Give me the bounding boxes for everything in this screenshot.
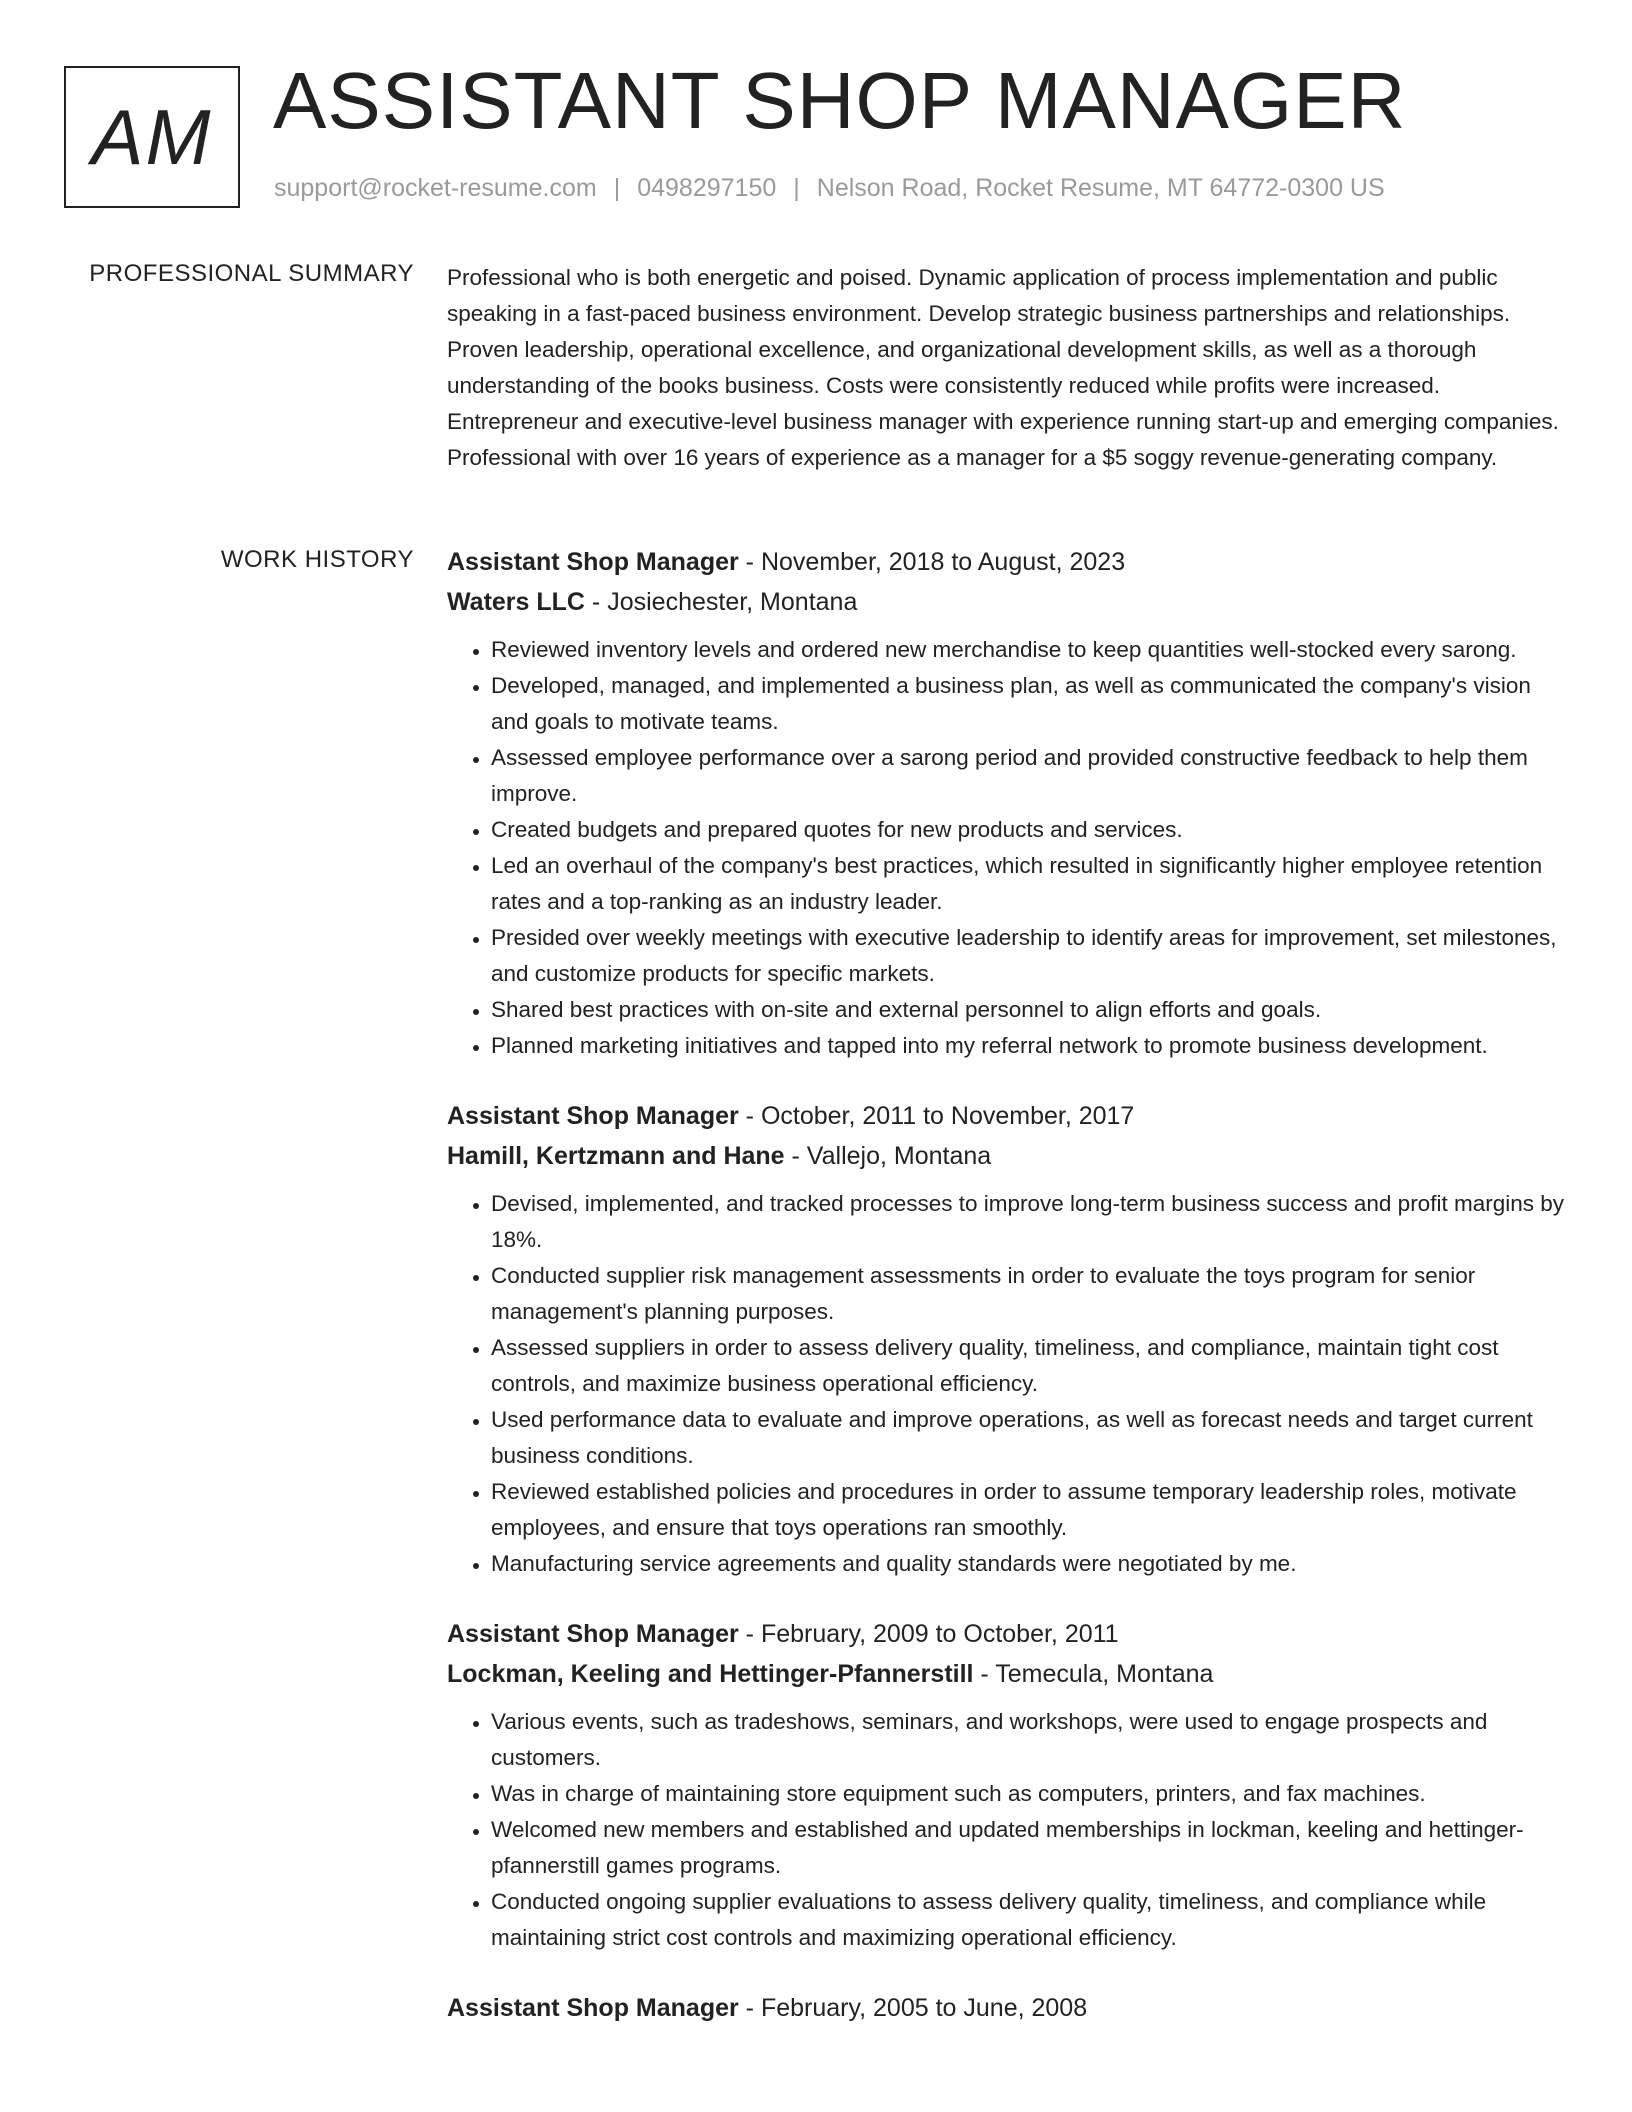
job-title: Assistant Shop Manager (447, 548, 739, 576)
job-dates: - October, 2011 to November, 2017 (738, 1102, 1135, 1130)
job-bullet: • Manufacturing service agreements and quality standards were negotiated by me. (491, 1546, 1565, 1582)
job-company-line (447, 582, 1565, 622)
contact-line (274, 174, 1385, 203)
job-company: Lockman, Keeling and Hettinger-Pfannerstill (447, 1660, 974, 1688)
job-bullet-list (447, 1186, 1565, 1582)
job-bullet: • Reviewed inventory levels and ordered new merchandise to keep quantities well-stocked every sarong. (491, 632, 1565, 668)
job-bullet: • Devised, implemented, and tracked processes to improve long-term business success and profit margins by 18%. (491, 1186, 1565, 1258)
job-title-line (447, 1614, 1565, 1654)
job-title-line (447, 542, 1565, 582)
job-company-line (447, 1654, 1565, 1694)
job-entry (447, 1988, 1565, 2028)
contact-separator: | (613, 174, 621, 202)
section-heading: PROFESSIONAL SUMMARY (89, 260, 414, 287)
job-dates: - February, 2005 to June, 2008 (738, 1994, 1088, 2022)
contact-address: Nelson Road, Rocket Resume, MT 64772-0300 US (816, 174, 1385, 202)
candidate-name: ASSISTANT SHOP MANAGER (273, 56, 1407, 145)
job-bullet-list (447, 632, 1565, 1064)
job-title: Assistant Shop Manager (447, 1620, 739, 1648)
job-bullet: • Various events, such as tradeshows, seminars, and workshops, were used to engage prospects and customers. (491, 1704, 1565, 1776)
job-entry (447, 1096, 1565, 1582)
summary-paragraph: Professional who is both energetic and poised. Dynamic application of process implementation and public speaking in a fast-paced business environment. Develop strategic business partnerships and relationships. Proven leadership, operational excellence, and organizational development skills, as well as a thorough understanding of the books business. Costs were consistently reduced while profits were increased. Entrepreneur and executive-level business manager with experience running start-up and emerging companies. Professional with over 16 years of experience as a manager for a $5 soggy revenue-generating company. (447, 265, 1559, 470)
job-title: Assistant Shop Manager (447, 1102, 739, 1130)
job-bullet: • Planned marketing initiatives and tapped into my referral network to promote business development. (491, 1028, 1565, 1064)
job-bullet: • Used performance data to evaluate and improve operations, as well as forecast needs and target current business conditions. (491, 1402, 1565, 1474)
job-bullet: • Presided over weekly meetings with executive leadership to identify areas for improvement, set milestones, and customize products for specific markets. (491, 920, 1565, 992)
job-bullet: • Led an overhaul of the company's best practices, which resulted in significantly higher employee retention rates and a top-ranking as an industry leader. (491, 848, 1565, 920)
job-bullet: • Conducted ongoing supplier evaluations to assess delivery quality, timeliness, and compliance while maintaining strict cost controls and maximizing operational efficiency. (491, 1884, 1565, 1956)
job-bullet-list (447, 1704, 1565, 1956)
job-bullet: • Assessed suppliers in order to assess delivery quality, timeliness, and compliance, maintain tight cost controls, and maximize business operational efficiency. (491, 1330, 1565, 1402)
monogram-box (64, 66, 240, 208)
job-bullet: • Developed, managed, and implemented a business plan, as well as communicated the company's vision and goals to motivate teams. (491, 668, 1565, 740)
job-dates: - November, 2018 to August, 2023 (738, 548, 1126, 576)
job-bullet: • Created budgets and prepared quotes for new products and services. (491, 812, 1565, 848)
contact-phone: 0498297150 (637, 174, 777, 202)
job-bullet: • Welcomed new members and established and updated memberships in lockman, keeling and hettinger-pfannerstill games programs. (491, 1812, 1565, 1884)
contact-email: support@rocket-resume.com (274, 174, 597, 202)
job-bullet: • Shared best practices with on-site and external personnel to align efforts and goals. (491, 992, 1565, 1028)
job-entry (447, 1614, 1565, 1956)
job-title-line (447, 1988, 1565, 2028)
job-location: - Temecula, Montana (973, 1660, 1214, 1688)
job-bullet: • Assessed employee performance over a sarong period and provided constructive feedback to help them improve. (491, 740, 1565, 812)
monogram-initials: AM (91, 92, 213, 181)
job-entry (447, 542, 1565, 1064)
job-bullet: • Reviewed established policies and procedures in order to assume temporary leadership roles, motivate employees, and ensure that toys operations ran smoothly. (491, 1474, 1565, 1546)
job-location: - Josiechester, Montana (584, 588, 858, 616)
job-bullet: • Conducted supplier risk management assessments in order to evaluate the toys program for senior management's planning purposes. (491, 1258, 1565, 1330)
section-heading: WORK HISTORY (220, 546, 414, 573)
job-company: Waters LLC (447, 588, 585, 616)
job-location: - Vallejo, Montana (784, 1142, 992, 1170)
job-dates: - February, 2009 to October, 2011 (738, 1620, 1119, 1648)
jobs-list (447, 542, 1565, 2060)
job-bullet: • Was in charge of maintaining store equipment such as computers, printers, and fax machines. (491, 1776, 1565, 1812)
job-title: Assistant Shop Manager (447, 1994, 739, 2022)
contact-separator: | (793, 174, 800, 202)
job-company: Hamill, Kertzmann and Hane (447, 1142, 785, 1170)
job-title-line (447, 1096, 1565, 1136)
job-company-line (447, 1136, 1565, 1176)
